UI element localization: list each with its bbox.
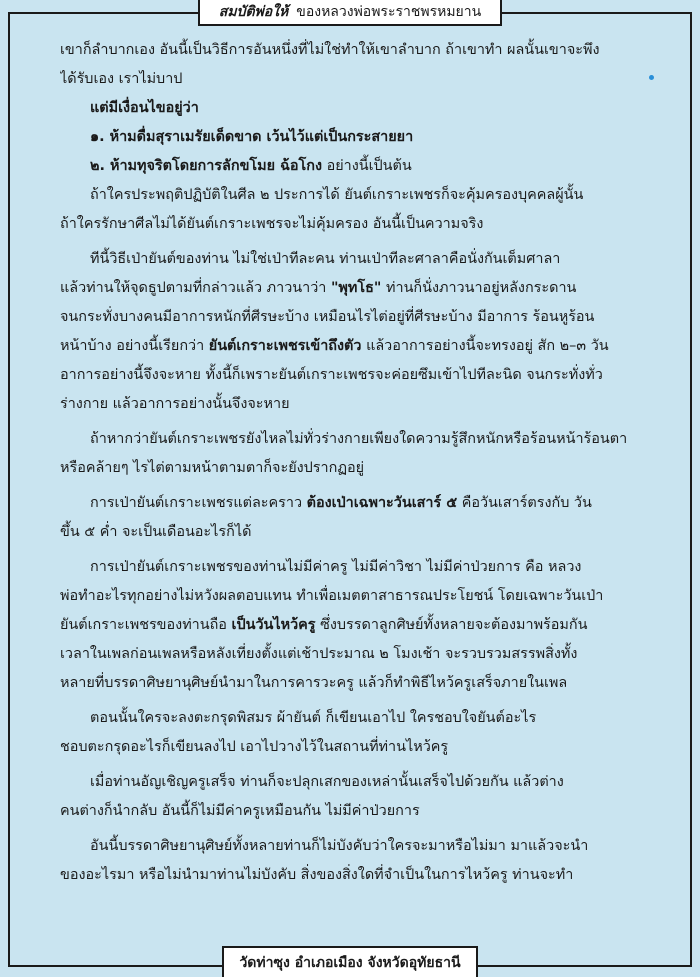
- text-line: หรือคล้ายๆ ไรไต่ตามหน้าตามตาก็จะยังปรากฏอยู่: [60, 460, 365, 476]
- text-line: คนต่างก็นำกลับ อันนี้ก็ไม่มีค่าครูเหมือนกัน ไม่มีค่าป่วยการ: [60, 803, 420, 819]
- text-span: หน้าบ้าง อย่างนี้เรียกว่า: [60, 338, 205, 354]
- header-highlight: สมบัติพ่อให้: [218, 4, 289, 20]
- mantra-text: "พุทโธ": [330, 280, 382, 296]
- condition-item-2: ๒. ห้ามทุจริตโดยการลักขโมย ฉ้อโกง: [90, 158, 322, 174]
- text-line: ถ้าใครรักษาศีลไม่ได้ยันต์เกราะเพชรจะไม่คุ้มครอง อันนี้เป็นความจริง: [60, 216, 484, 232]
- text-line: ทีนี้วิธีเป่ายันต์ของท่าน ไม่ใช่เป่าทีละคน ท่านเป่าทีละศาลาคือนั่งกันเต็มศาลา: [90, 251, 561, 267]
- text-span: อย่างนี้เป็นต้น: [326, 158, 412, 174]
- text-line: เวลาในเพลก่อนเพลหรือหลังเที่ยงตั้งแต่เช้าประมาณ ๒ โมงเช้า จะรวบรวมสรรพสิ่งทั้ง: [60, 646, 578, 662]
- text-span: แล้วท่านให้จุดธูปตามที่กล่าวแล้ว ภาวนาว่า: [60, 280, 327, 296]
- text-line: ได้รับเอง เราไม่บาป: [60, 71, 183, 87]
- emphasis-text: ต้องเป่าเฉพาะวันเสาร์ ๕: [306, 495, 458, 511]
- text-line: ของอะไรมา หรือไม่นำมาท่านไม่บังคับ สิ่งของสิ่งใดที่จำเป็นในการไหว้ครู ท่านจะทำ: [60, 867, 574, 883]
- text-line: ถ้าใครประพฤติปฏิบัติในศีล ๒ ประการได้ ยันต์เกราะเพชรก็จะคุ้มครองบุคคลผู้นั้น: [90, 187, 584, 203]
- header-title: ของหลวงพ่อพระราชพรหมยาน: [296, 4, 482, 20]
- text-span: คือวันเสาร์ตรงกับ วัน: [461, 495, 592, 511]
- text-line: พ่อทำอะไรทุกอย่างไม่หวังผลตอบแทน ทำเพื่อเมตตาสาธารณประโยชน์ โดยเฉพาะวันเป่า: [60, 588, 604, 604]
- page-footer: วัดท่าซุง อำเภอเมือง จังหวัดอุทัยธานี: [222, 946, 478, 977]
- text-span: ยันต์เกราะเพชรของท่านถือ: [60, 617, 227, 633]
- text-line: หลายที่บรรดาศิษยานุศิษย์นำมาในการคารวะครู แล้วก็ทำพิธีไหว้ครูเสร็จภายในเพล: [60, 675, 568, 691]
- text-line: ตอนนั้นใครจะลงตะกรุดพิสมร ผ้ายันต์ ก็เขียนเอาไป ใครชอบใจยันต์อะไร: [90, 710, 537, 726]
- condition-heading: แต่มีเงื่อนไขอยู่ว่า: [90, 100, 199, 116]
- page-header: [198, 0, 502, 26]
- text-line: เขาก็ลำบากเอง อันนี้เป็นวิธีการอันหนึ่งที่ไม่ใช่ทำให้เขาลำบาก ถ้าเขาทำ ผลนั้นเขาจะพึง: [60, 42, 600, 58]
- text-line: ชอบตะกรุดอะไรก็เขียนลงไป เอาไปวางไว้ในสถานที่ท่านไหว้ครู: [60, 739, 449, 755]
- emphasis-text: ยันต์เกราะเพชรเข้าถึงตัว: [208, 338, 362, 354]
- emphasis-text: เป็นวันไหว้ครู: [231, 617, 316, 633]
- text-span: ซึ่งบรรดาลูกศิษย์ทั้งหลายจะต้องมาพร้อมกัน: [320, 617, 588, 633]
- text-line: อาการอย่างนี้จึงจะหาย ทั้งนี้ก็เพราะยันต์เกราะเพชรจะค่อยซึมเข้าไปทีละนิด จนกระทั่งทั่ว: [60, 367, 603, 383]
- text-line: เมื่อท่านอัญเชิญครูเสร็จ ท่านก็จะปลุกเสกของเหล่านั้นเสร็จไปด้วยกัน แล้วต่าง: [90, 774, 564, 790]
- text-span: แล้วอาการอย่างนี้จะทรงอยู่ สัก ๒–๓ วัน: [366, 338, 609, 354]
- text-line: การเป่ายันต์เกราะเพชรของท่านไม่มีค่าครู ไม่มีค่าวิชา ไม่มีค่าป่วยการ คือ หลวง: [90, 559, 582, 575]
- text-span: การเป่ายันต์เกราะเพชรแต่ละคราว: [90, 495, 303, 511]
- text-line: ถ้าหากว่ายันต์เกราะเพชรยังไหลไม่ทั่วร่างกายเพียงใดความรู้สึกหนักหรือร้อนหน้าร้อนตา: [90, 431, 628, 447]
- text-span: ท่านก็นั่งภาวนาอยู่หลังกระดาน: [386, 280, 577, 296]
- text-line: ร่างกาย แล้วอาการอย่างนั้นจึงจะหาย: [60, 396, 290, 412]
- document-body: [60, 36, 660, 890]
- text-line: จนกระทั่งบางคนมีอาการหนักที่ศีรษะบ้าง เหมือนไรไต่อยู่ที่ศีรษะบ้าง มีอาการ ร้อนหูร้อน: [60, 309, 595, 325]
- text-line: ขึ้น ๕ ค่ำ จะเป็นเดือนอะไรก็ได้: [60, 524, 252, 540]
- text-line: อันนี้บรรดาศิษยานุศิษย์ทั้งหลายท่านก็ไม่บังคับว่าใครจะมาหรือไม่มา มาแล้วจะนำ: [90, 838, 589, 854]
- condition-item-1: ๑. ห้ามดื่มสุราเมรัยเด็ดขาด เว้นไว้แต่เป็นกระสายยา: [90, 129, 414, 145]
